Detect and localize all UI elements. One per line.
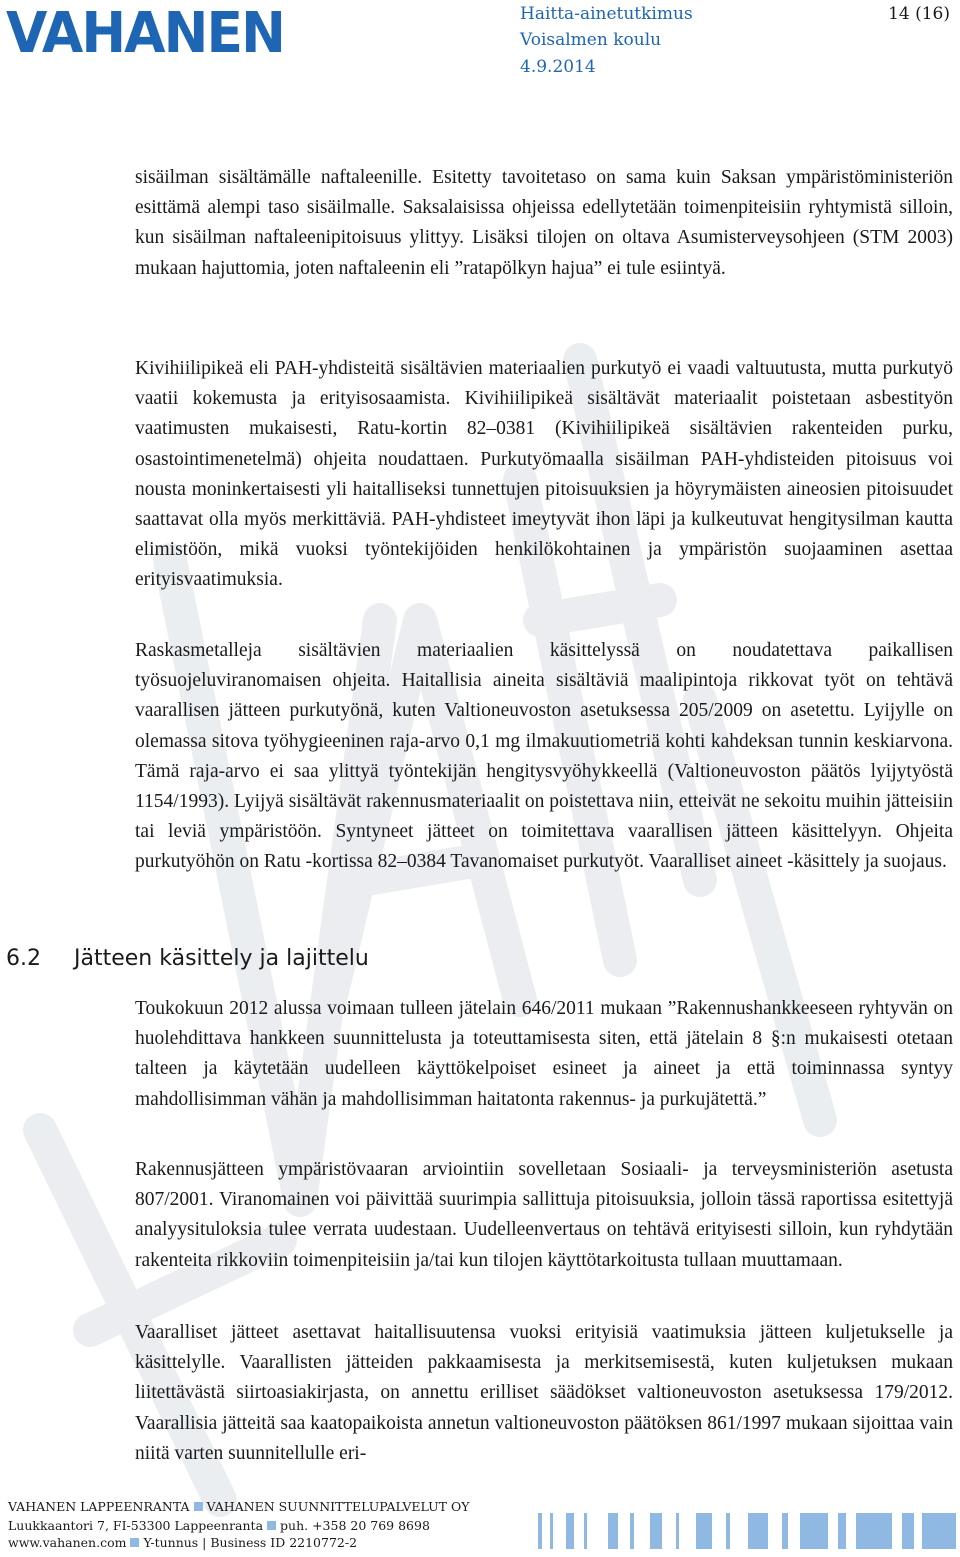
page-footer	[8, 1497, 953, 1557]
section-title: Jätteen käsittely ja lajittelu	[74, 946, 369, 971]
section-number: 6.2	[6, 946, 41, 971]
footer-company-1: VAHANEN LAPPEENRANTA	[8, 1499, 190, 1514]
footer-web	[8, 1535, 357, 1550]
footer-address: Luukkaantori 7, FI-53300 Lappeenranta	[8, 1518, 264, 1533]
vahanen-logo	[6, 0, 286, 60]
footer-phone: puh. +358 20 769 8698	[280, 1518, 430, 1533]
paragraph-waste-law: Toukokuun 2012 alussa voimaan tulleen jätelain 646/2011 mukaan ”Rakennushankkeeseen ryhtyvän on huolehdittava hankkeen suunnittelusta ja toteuttamisesta siten, että jätelain 8 §:n mukaisesti otetaan talteen ja käytetään uudelleen käyttökelpoiset esineet ja aineet ja että toiminnassa syntyy mahdollisimman vähän ja mahdollisimman haitatonta rakennus- ja purkujätettä.”	[135, 998, 953, 1110]
document-subtitle: Voisalmen koulu	[520, 30, 662, 50]
square-bullet-icon	[194, 1502, 203, 1511]
footer-contact	[8, 1518, 430, 1533]
square-bullet-icon	[130, 1538, 139, 1547]
paragraph-heavy-metals: Raskasmetalleja sisältävien materiaalien käsittelyssä on noudatettava paikallisen työsuojeluviranomaisen ohjeita. Haitallisia aineita sisältäviä maalipintoja rikkovat työt on tehtävä vaarallisen jätteen purkutyönä, kuten Valtioneuvoston asetuksessa 205/2009 on asetettu. Lyijylle on olemassa sitova työhygieeninen raja-arvo 0,1 mg ilmakuutiometriä kohti kahdeksan tunnin keskiarvona. Tämä raja-arvo ei saa ylittyä työntekijän hengitysvyöhykkeellä (Valtioneuvoston päätös lyijytyöstä 1154/1993). Lyijyä sisältävät rakennusmateriaalit on poistettava niin, etteivät ne sekoitu muihin jätteisiin tai leviä ympäristöön. Syntyneet jätteet on toimitettava vaarallisen jätteen käsittelyyn. Ohjeita purkutyöhön on Ratu -kortissa 82–0384 Tavanomaiset purkutyöt. Vaaralliset aineet -käsittely ja suojaus.	[135, 640, 953, 873]
footer-companies	[8, 1499, 469, 1514]
document-title: Haitta-ainetutkimus	[520, 4, 693, 24]
page-number: 14 (16)	[888, 4, 950, 24]
logo-text: VAHANEN	[6, 1, 284, 60]
footer-business-id: Y-tunnus | Business ID 2210772-2	[143, 1535, 358, 1550]
paragraph-pah: Kivihiilipikeä eli PAH-yhdisteitä sisältävien materiaalien purkutyö ei vaadi valtuutusta, mutta purkutyö vaatii kokemusta ja erityisosaamista. Kivihiilipikeä sisältävät materiaalit poistetaan asbestityön vaatimusten mukaisesti, Ratu-kortin 82–0381 (Kivihiilipikeä sisältävien rakenteiden purku, osastointimenetelmä) ohjeita noudattaen. Purkutyömaalla sisäilman PAH-yhdisteiden pitoisuus voi nousta moninkertaisesti yli haitalliseksi tunnettujen pitoisuuksien ja höyrymäisten aineosien pitoisuudet saattavat olla myös merkittäviä. PAH-yhdisteet imeytyvät ihon läpi ja kulkeutuvat hengitysilman kautta elimistöön, mikä vuoksi työntekijöiden henkilökohtainen ja ympäristön suojaaminen asettaa erityisvaatimuksia.	[135, 358, 953, 591]
document-date: 4.9.2014	[520, 57, 596, 77]
paragraph-naphthalene: sisäilman sisältämälle naftaleenille. Esitetty tavoitetaso on sama kuin Saksan ympäristöministeriön esittämä alempi taso sisäilmalle. Saksalaisissa ohjeissa edellytetään toimenpiteisiin ryhtymistä silloin, kun sisäilman naftaleenipitoisuus ylittyy. Lisäksi tilojen on oltava Asumisterveysohjeen (STM 2003) mukaan hajuttomia, joten naftaleenin eli ”ratapölkyn hajua” ei tule esiintyä.	[135, 167, 953, 279]
paragraph-environmental-risk: Rakennusjätteen ympäristövaaran arviointiin sovelletaan Sosiaali- ja terveysministeriön asetusta 807/2001. Viranomainen voi päivittää suurimpia sallittuja pitoisuuksia, jolloin tässä raportissa esitettyjä analyysituloksia tulee verrata uudestaan. Uudelleenvertaus on tehtävä erityisesti silloin, kun ryhdytään rakenteita rikkoviin toimenpiteisiin ja/tai kun tilojen käyttötarkoitusta tullaan muuttamaan.	[135, 1159, 953, 1271]
paragraph-hazardous-waste: Vaaralliset jätteet asettavat haitallisuutensa vuoksi erityisiä vaatimuksia jätteen kuljetukselle ja käsittelylle. Vaarallisten jätteiden pakkaamisesta ja merkitsemisestä, kuten kuljetuksen mukaan liitettävästä siirtoasiakirjasta, on annettu erilliset säädökset valtioneuvoston asetuksessa 179/2012. Vaarallisia jätteitä saa kaatopaikoista annetun valtioneuvoston päätöksen 861/1997 mukaan sijoittaa vain niitä varten suunnitellulle eri-	[135, 1322, 953, 1464]
footer-barcode-decoration	[538, 1507, 958, 1551]
footer-company-2: VAHANEN SUUNNITTELUPALVELUT OY	[206, 1499, 470, 1514]
square-bullet-icon	[267, 1521, 276, 1530]
footer-website: www.vahanen.com	[8, 1535, 127, 1550]
section-heading	[6, 946, 369, 971]
